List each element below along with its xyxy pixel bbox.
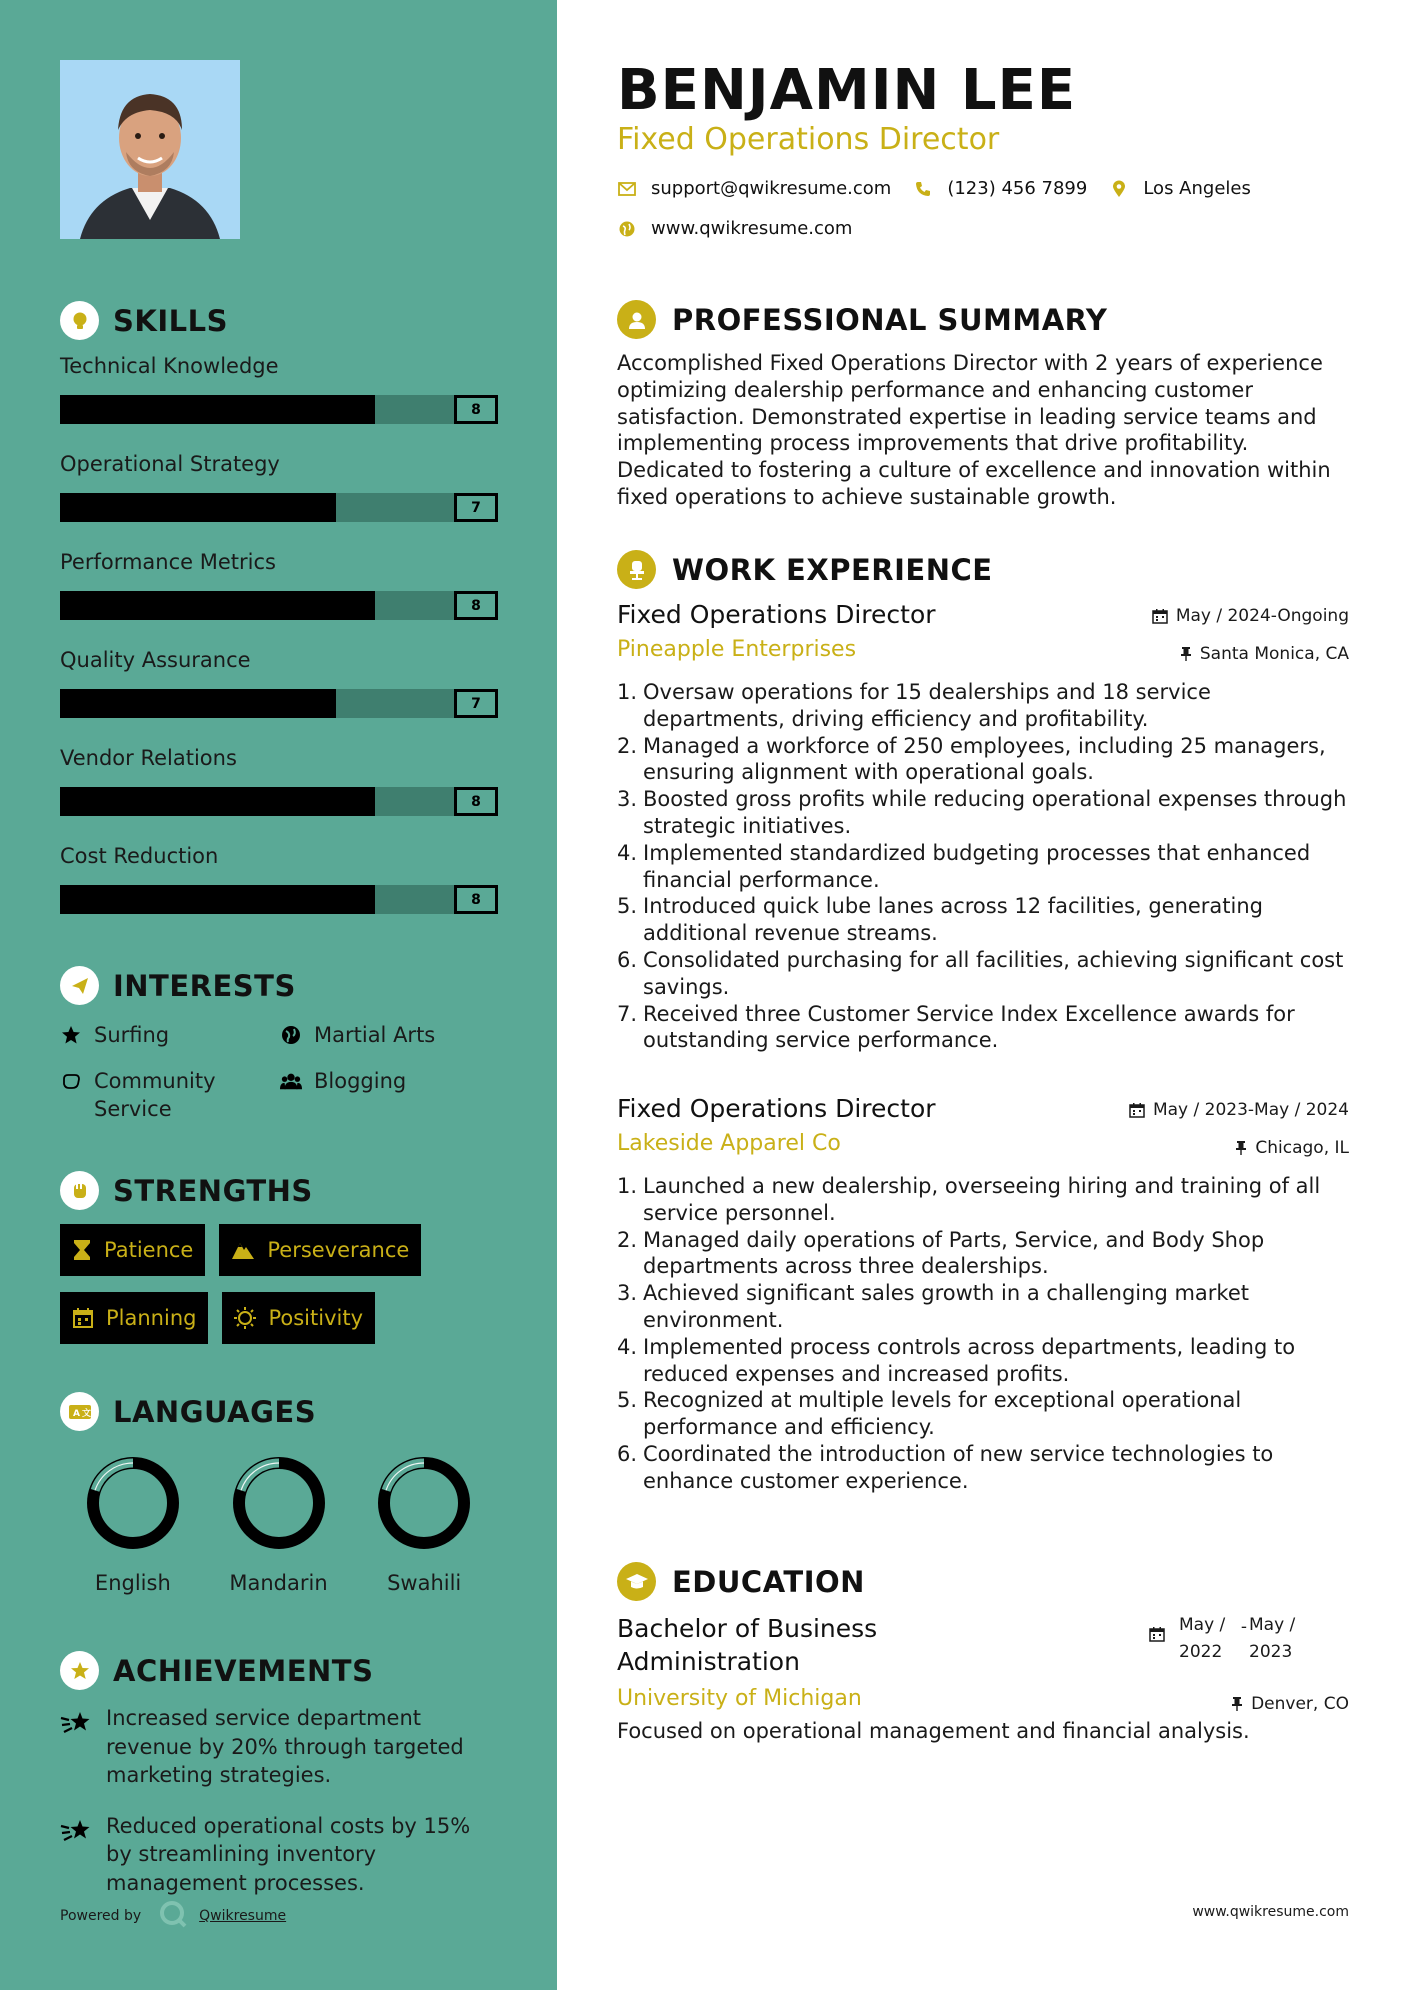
skill-bar — [60, 395, 498, 424]
skill-item — [60, 646, 497, 718]
job-bullet: 2. Managed a workforce of 250 employees, including 25 managers, ensuring alignment with operational goals. — [617, 733, 1326, 785]
skill-bar — [60, 885, 498, 914]
calendar-icon — [1152, 608, 1168, 624]
skills-heading — [60, 301, 497, 340]
achievements-heading — [60, 1651, 497, 1690]
language-ring — [83, 1453, 183, 1553]
envelope-icon — [617, 182, 637, 196]
job-bullets — [617, 679, 1349, 1054]
email-item[interactable]: support@qwikresume.com — [617, 178, 891, 199]
experience-heading — [617, 550, 993, 589]
job-title: Fixed Operations Director — [617, 600, 936, 629]
job-bullet: 7. Received three Customer Service Index Excellence awards for outstanding service performance. — [617, 1001, 1295, 1053]
interest-item: Martial Arts — [280, 1021, 500, 1049]
qwikresume-logo-icon — [159, 1900, 187, 1932]
job-date: May / 2024-Ongoing — [1152, 606, 1349, 626]
contact-row-2 — [617, 218, 874, 239]
language-ring — [229, 1453, 329, 1553]
trophy-star-icon — [60, 1651, 99, 1690]
skill-name: Performance Metrics — [60, 550, 276, 574]
job-entry — [617, 1094, 1349, 1495]
job-bullet: 1. Oversaw operations for 15 dealerships and 18 service departments, driving efficiency and profitability. — [617, 680, 1211, 731]
skill-level-badge: 7 — [454, 493, 498, 522]
profile-photo — [60, 60, 240, 239]
skill-level-badge: 8 — [454, 591, 498, 620]
education-entry — [617, 1612, 1349, 1743]
interest-item: Community Service — [60, 1067, 280, 1123]
svg-text:A: A — [72, 1408, 80, 1419]
skill-bar — [60, 787, 498, 816]
strength-badge: Patience — [60, 1224, 205, 1276]
job-location: Chicago, IL — [1235, 1138, 1349, 1158]
phone-item[interactable]: (123) 456 7899 — [913, 178, 1087, 199]
svg-text:文: 文 — [81, 1408, 91, 1419]
job-bullet: 6. Coordinated the introduction of new service technologies to enhance customer experience. — [617, 1441, 1274, 1493]
section-title: INTERESTS — [113, 968, 296, 1003]
language-item — [60, 1453, 206, 1595]
degree-title: Bachelor of Business Administration — [617, 1614, 878, 1676]
languages-section — [60, 1392, 497, 1595]
candidate-role: Fixed Operations Director — [617, 122, 1000, 157]
job-bullet: 1. Launched a new dealership, overseeing hiring and training of all service personnel. — [617, 1174, 1321, 1225]
skill-bar-fill — [60, 591, 375, 620]
job-location: Santa Monica, CA — [1180, 644, 1349, 664]
calendar-icon — [1149, 1612, 1165, 1642]
job-bullet: 2. Managed daily operations of Parts, Service, and Body Shop departments across three dealerships. — [617, 1227, 1265, 1279]
skill-item — [60, 352, 497, 424]
candidate-name: BENJAMIN LEE — [617, 58, 1077, 123]
section-title: ACHIEVEMENTS — [113, 1653, 374, 1688]
skill-name: Cost Reduction — [60, 844, 219, 868]
skill-bar — [60, 689, 498, 718]
education-dates: May / 2022 - May / 2023 — [1149, 1612, 1309, 1666]
website-item[interactable]: www.qwikresume.com — [617, 218, 852, 239]
users-icon — [280, 1067, 302, 1095]
skill-item — [60, 450, 497, 522]
pin-icon — [1231, 1696, 1243, 1712]
contact-row — [617, 178, 1273, 199]
education-description: Focused on operational management and financial analysis. — [617, 1719, 1250, 1743]
interests-heading — [60, 966, 497, 1005]
summary-heading — [617, 300, 1107, 339]
job-entry — [617, 600, 1349, 1054]
job-bullet: 6. Consolidated purchasing for all facilities, achieving significant cost savings. — [617, 947, 1344, 999]
job-bullet: 5. Recognized at multiple levels for exceptional operational performance and efficiency. — [617, 1388, 1242, 1440]
language-name: Swahili — [387, 1571, 462, 1595]
education-location: Denver, CO — [1231, 1694, 1349, 1714]
shooting-star-icon — [60, 1704, 94, 1790]
skill-bar-fill — [60, 689, 336, 718]
interests-section — [60, 966, 497, 1123]
skill-bar — [60, 493, 498, 522]
hand-icon — [60, 1067, 82, 1095]
job-bullets — [617, 1173, 1349, 1495]
translate-icon — [60, 1392, 99, 1431]
skill-level-badge: 7 — [454, 689, 498, 718]
calendar-icon — [1129, 1102, 1145, 1118]
lightbulb-icon — [60, 301, 99, 340]
section-title: WORK EXPERIENCE — [672, 552, 993, 587]
skill-name: Quality Assurance — [60, 648, 251, 672]
strength-badge: Positivity — [222, 1292, 375, 1344]
language-name: Mandarin — [229, 1571, 328, 1595]
job-bullet: 4. Implemented process controls across departments, leading to reduced expenses and increased profits. — [617, 1334, 1296, 1386]
footer-url[interactable]: www.qwikresume.com — [1192, 1904, 1349, 1920]
location-item: Los Angeles — [1109, 178, 1251, 199]
language-item — [206, 1453, 352, 1595]
interest-item: Blogging — [280, 1067, 500, 1123]
job-company: Lakeside Apparel Co — [617, 1131, 841, 1156]
interest-item: Surfing — [60, 1021, 280, 1049]
mountain-icon — [231, 1240, 255, 1260]
achievements-section — [60, 1651, 497, 1897]
skill-bar — [60, 591, 498, 620]
strength-badge: Planning — [60, 1292, 208, 1344]
globe-icon — [280, 1021, 302, 1049]
user-icon — [617, 300, 656, 339]
job-title: Fixed Operations Director — [617, 1094, 936, 1123]
skill-bar-fill — [60, 885, 375, 914]
pin-icon — [1180, 646, 1192, 662]
calendar-icon — [72, 1307, 94, 1329]
job-bullet: 3. Achieved significant sales growth in a challenging market environment. — [617, 1281, 1249, 1332]
job-company: Pineapple Enterprises — [617, 637, 857, 662]
globe-icon — [617, 221, 637, 237]
skill-level-badge: 8 — [454, 885, 498, 914]
skill-name: Operational Strategy — [60, 452, 280, 476]
skill-item — [60, 744, 497, 816]
strengths-heading — [60, 1171, 497, 1210]
fist-icon — [60, 1171, 99, 1210]
strengths-section — [60, 1171, 497, 1344]
education-heading — [617, 1562, 865, 1601]
summary-text: Accomplished Fixed Operations Director with 2 years of experience optimizing dealership performance and enhancing customer satisfaction. Demonstrated expertise in leading service teams and implementing process improvements that drive profitability. Dedicated to fostering a culture of excellence and innovation within fixed operations to achieve sustainable growth. — [617, 351, 1331, 509]
job-bullet: 4. Implemented standardized budgeting processes that enhanced financial performance. — [617, 840, 1311, 892]
sun-icon — [234, 1307, 256, 1329]
language-item — [351, 1453, 497, 1595]
job-bullet: 3. Boosted gross profits while reducing operational expenses through strategic initiatives. — [617, 787, 1347, 838]
graduation-cap-icon — [617, 1562, 656, 1601]
phone-icon — [913, 181, 933, 197]
section-title: LANGUAGES — [113, 1394, 317, 1429]
qwikresume-link[interactable]: Qwikresume — [199, 1908, 287, 1924]
strength-badge: Perseverance — [219, 1224, 421, 1276]
shooting-star-icon — [60, 1812, 94, 1898]
skill-level-badge: 8 — [454, 787, 498, 816]
section-title: SKILLS — [113, 303, 228, 338]
skill-name: Technical Knowledge — [60, 354, 279, 378]
job-bullet: 5. Introduced quick lube lanes across 12 facilities, generating additional revenue streams. — [617, 894, 1264, 946]
section-title: PROFESSIONAL SUMMARY — [672, 302, 1108, 337]
section-title: EDUCATION — [672, 1564, 865, 1599]
pin-icon — [1235, 1140, 1247, 1156]
paper-plane-icon — [60, 966, 99, 1005]
office-chair-icon — [617, 550, 656, 589]
achievement-item: Increased service department revenue by 20% through targeted marketing strategies. — [60, 1704, 497, 1790]
skill-item — [60, 548, 497, 620]
achievement-item: Reduced operational costs by 15% by streamlining inventory management processes. — [60, 1812, 497, 1898]
skill-bar-fill — [60, 787, 375, 816]
language-ring — [374, 1453, 474, 1553]
section-title: STRENGTHS — [113, 1173, 313, 1208]
powered-by: Powered by Qwikresume — [60, 1900, 286, 1932]
school-name: University of Michigan — [617, 1686, 862, 1711]
skill-name: Vendor Relations — [60, 746, 237, 770]
skill-bar-fill — [60, 493, 336, 522]
map-pin-icon — [1109, 180, 1129, 198]
star-icon — [60, 1021, 82, 1049]
language-name: English — [94, 1571, 171, 1595]
job-date: May / 2023-May / 2024 — [1129, 1100, 1349, 1120]
languages-heading — [60, 1392, 497, 1431]
sidebar — [0, 0, 557, 1990]
skill-item — [60, 842, 497, 914]
skills-section — [60, 301, 497, 914]
skill-bar-fill — [60, 395, 375, 424]
hourglass-icon — [72, 1239, 92, 1261]
skill-level-badge: 8 — [454, 395, 498, 424]
